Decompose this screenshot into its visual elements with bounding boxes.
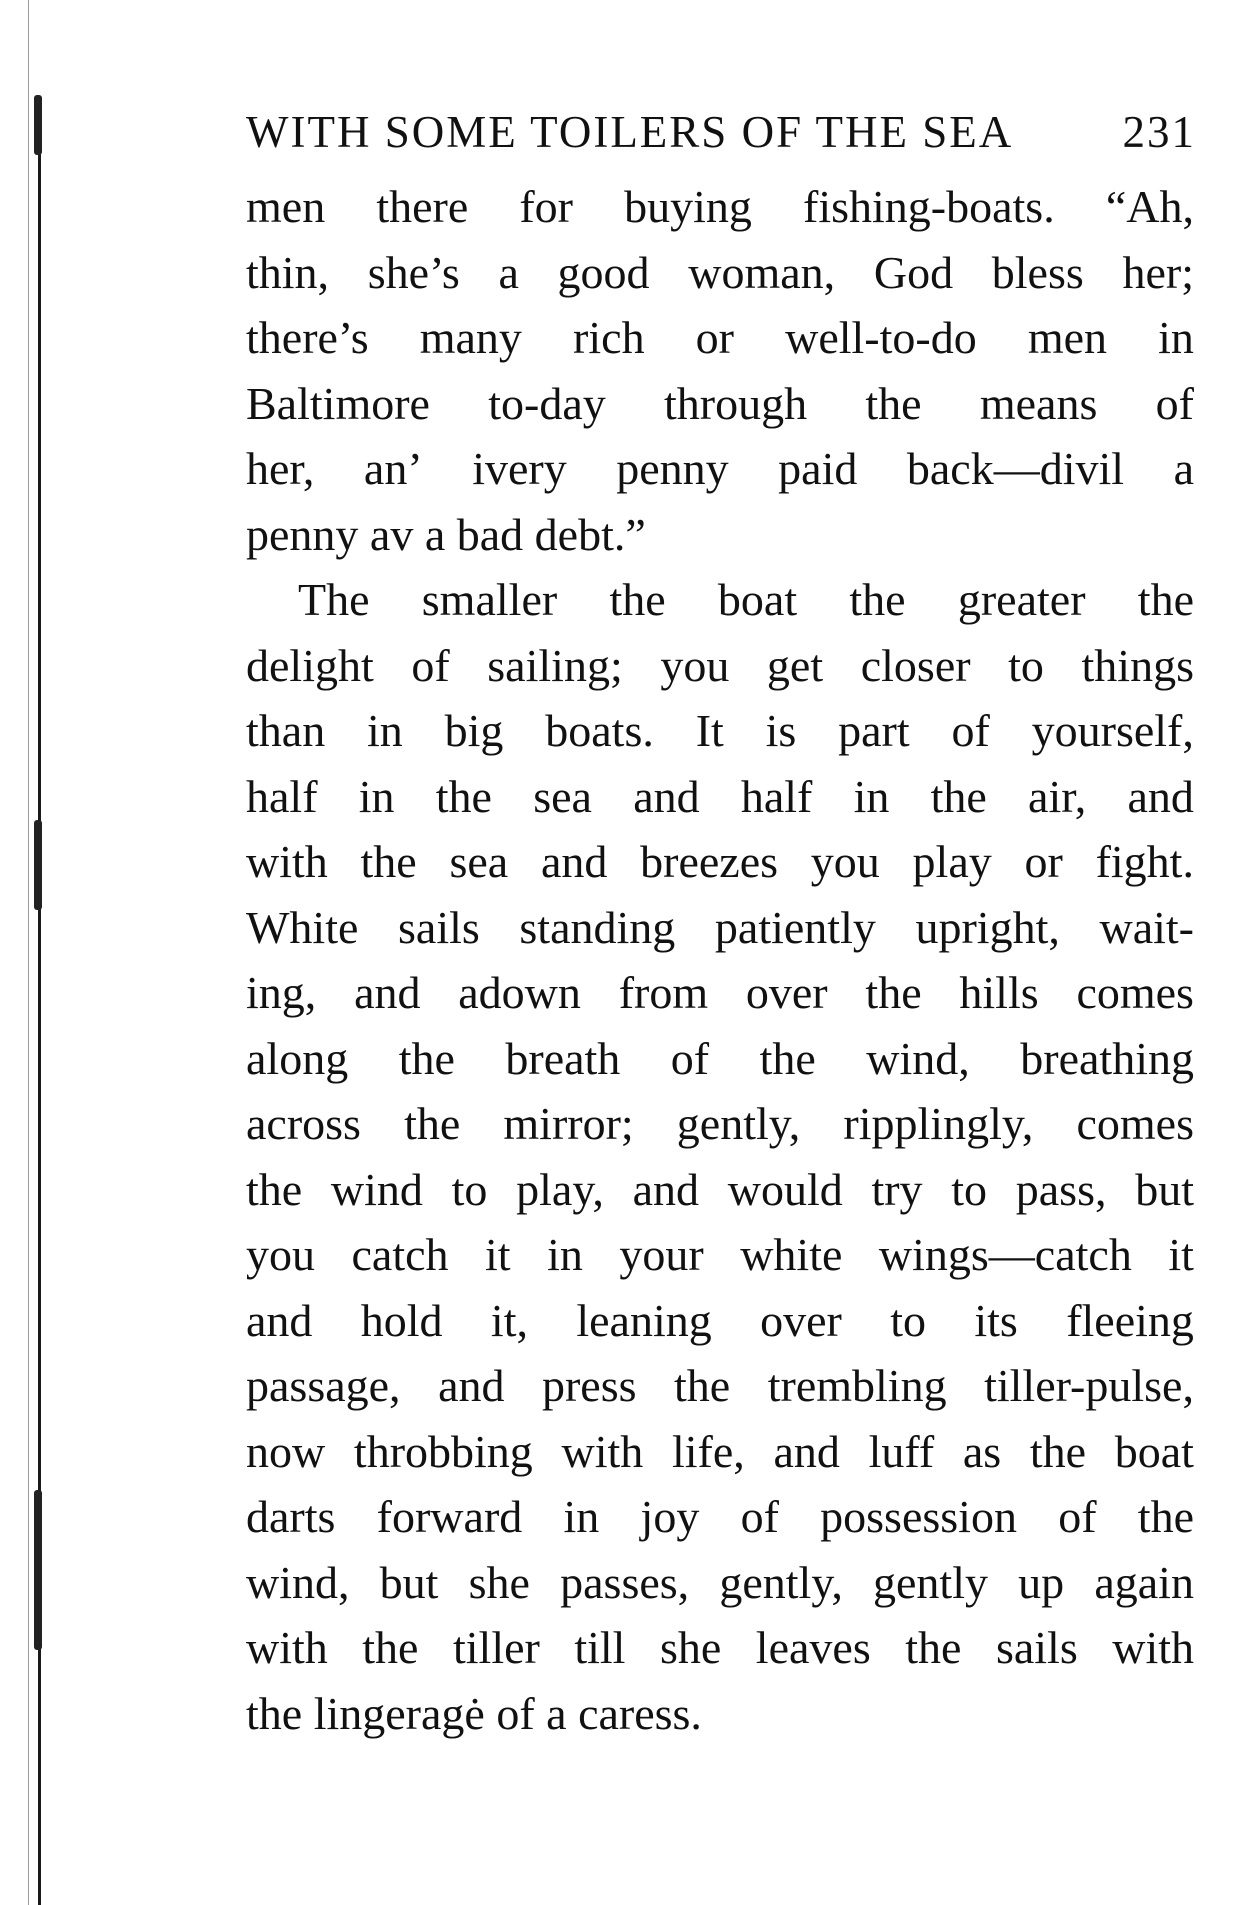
running-head-title: WITH SOME TOILERS OF THE SEA [246,107,1014,157]
running-head [246,104,1196,160]
text-line: than in big boats. It is part of yourself, [246,705,1194,756]
binding-mark [34,1490,42,1650]
text-line: now throbbing with life, and luff as the boat [246,1425,1194,1477]
text-line: passage, and press the trembling tiller-pulse, [246,1360,1194,1411]
text-line: darts forward in joy of possession of the [246,1491,1194,1542]
text-line: and hold it, leaning over to its fleeing [246,1294,1194,1346]
paragraph-2 [246,567,1194,1746]
binding-mark [34,820,42,910]
text-line: across the mirror; gently, ripplingly, comes [246,1098,1194,1149]
text-line: along the breath of the wind, breathing [246,1032,1194,1084]
text-line: the wind to play, and would try to pass, but [246,1163,1194,1215]
text-line: White sails standing patiently upright, wait- [246,901,1194,953]
body-text [246,174,1194,1746]
text-line: The smaller the boat the greater the [298,574,1194,625]
page-edge-shadow [28,0,29,1905]
text-line: there’s many rich or well-to-do men in [246,312,1194,363]
text-line: penny av a bad debt.” [246,508,646,560]
paragraph-1 [246,174,1194,567]
text-line: men there for buying fishing-boats. “Ah, [246,181,1194,232]
text-line: the lingeragė of a caress. [246,1687,702,1739]
binding-mark [34,95,42,155]
text-line: delight of sailing; you get closer to things [246,639,1194,691]
text-line: you catch it in your white wings—catch it [246,1229,1194,1280]
text-line: with the sea and breezes you play or fight. [246,836,1194,887]
text-line: her, an’ ivery penny paid back—divil a [246,443,1194,494]
text-line: half in the sea and half in the air, and [246,770,1194,822]
text-line: Baltimore to-day through the means of [246,377,1194,429]
text-line: with the tiller till she leaves the sails with [246,1622,1194,1673]
page-number: 231 [1122,107,1196,157]
text-line: wind, but she passes, gently, gently up again [246,1556,1194,1608]
text-line: ing, and adown from over the hills comes [246,967,1194,1018]
text-line: thin, she’s a good woman, God bless her; [246,246,1194,298]
